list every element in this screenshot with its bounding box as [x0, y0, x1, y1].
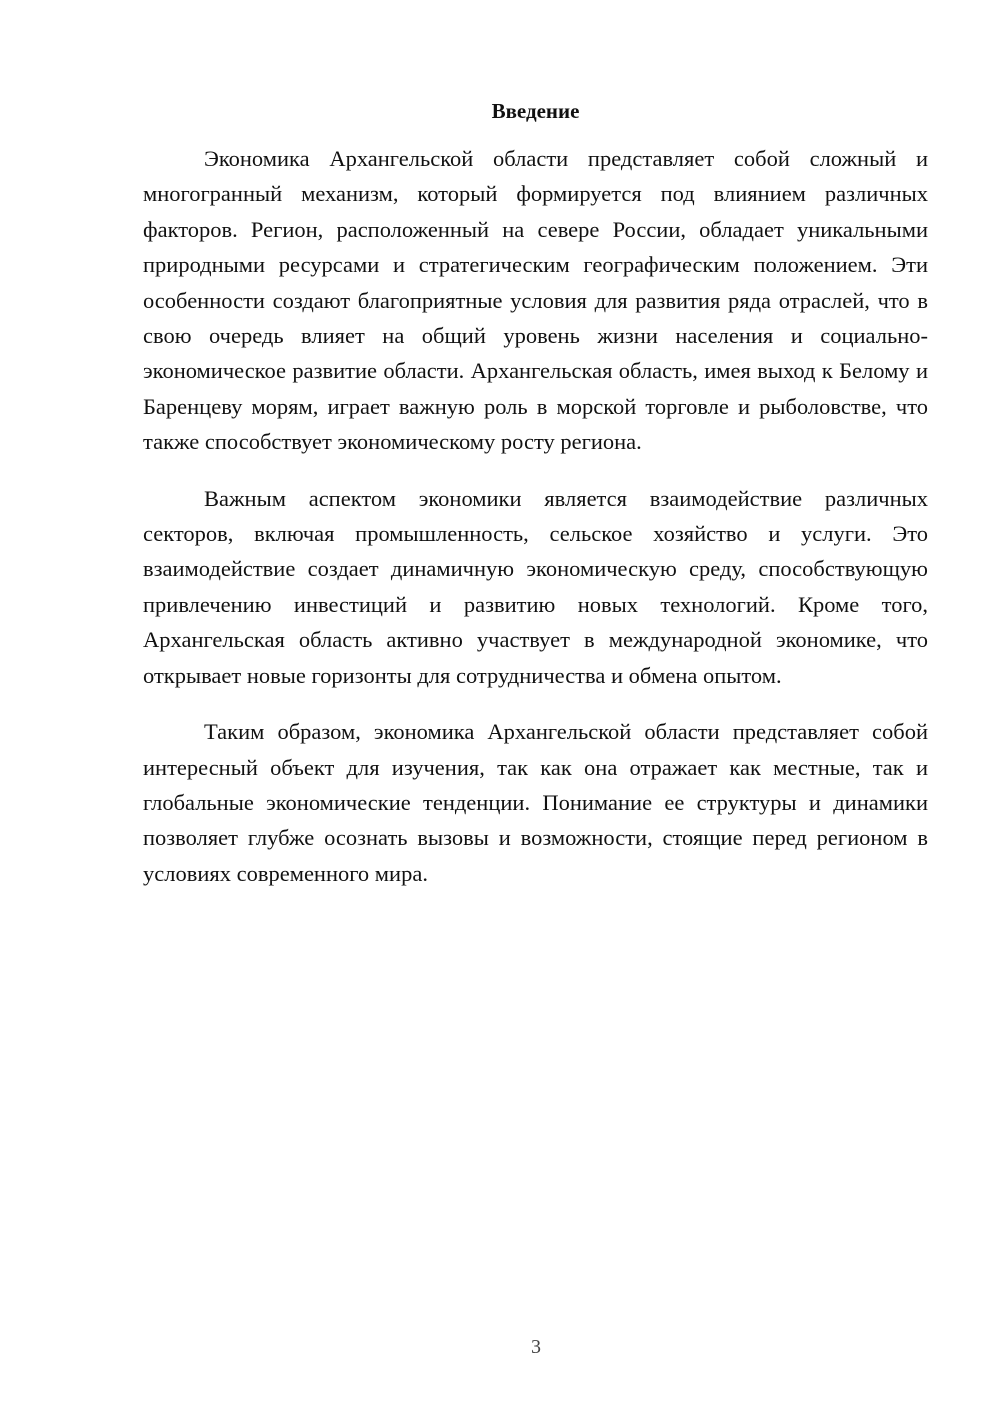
paragraph-1: Экономика Архангельской области представляет собой сложный и многогранный механизм, который формируется под влиянием различных факторов. Регион, расположенный на севере России, обладает уникальными природными ресурсами и стратегическим географическим положением. Эти особенности создают благоприятные условия для развития ряда отраслей, что в свою очередь влияет на общий уровень жизни населения и социально-экономическое развитие области. Архангельская область, имея выход к Белому и Баренцеву морям, играет важную роль в морской торговле и рыболовстве, что также способствует экономическому росту региона. — [143, 146, 928, 455]
paragraph-3: Таким образом, экономика Архангельской области представляет собой интересный объект для изучения, так как она отражает как местные, так и глобальные экономические тенденции. Понимание ее структуры и динамики позволяет глубже осознать вызовы и возможности, стоящие перед регионом в условиях современного мира. — [143, 719, 928, 886]
page-number: 3 — [531, 1336, 541, 1358]
paragraph-2: Важным аспектом экономики является взаимодействие различных секторов, включая промышленность, сельское хозяйство и услуги. Это взаимодействие создает динамичную экономическую среду, способствующую привлечению инвестиций и развитию новых технологий. Кроме того, Архангельская область активно участвует в международной экономике, что открывает новые горизонты для сотрудничества и обмена опытом. — [143, 485, 928, 688]
document-body — [143, 141, 928, 912]
section-title: Введение — [491, 99, 580, 123]
